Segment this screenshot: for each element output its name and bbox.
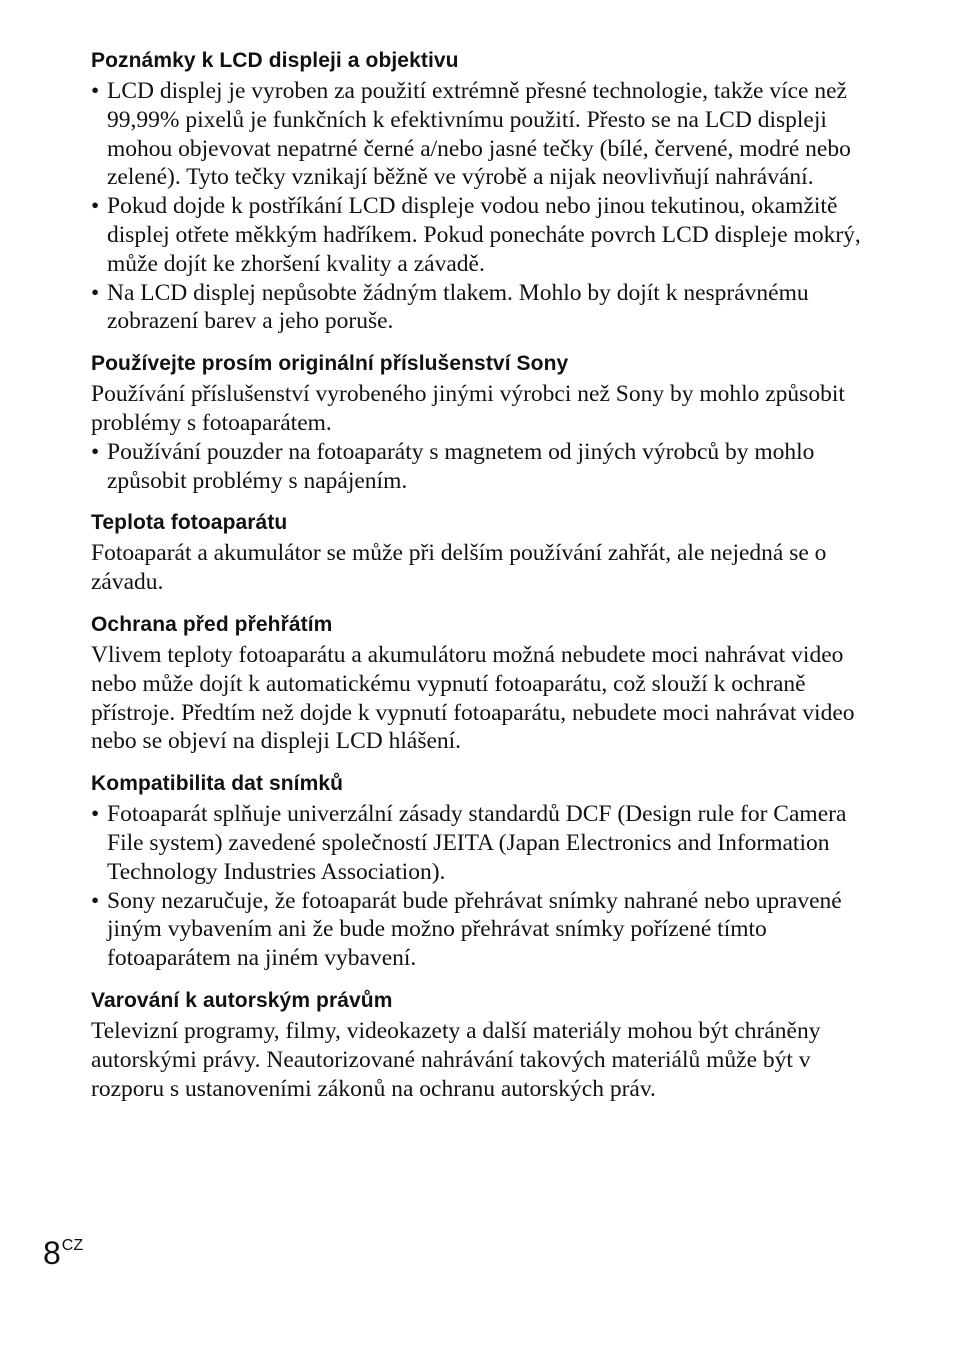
page-language-suffix: CZ: [61, 1237, 84, 1254]
bullet-item: • Fotoaparát splňuje univerzální zásady standardů DCF (Design rule for Camera File system) zavedené společností JEITA (Japan Electronics and Information Technology Industries Association).: [91, 801, 847, 885]
section-copyright-warning: [91, 987, 861, 1103]
bullet-item: • Na LCD displej nepůsobte žádným tlakem. Mohlo by dojít k nesprávnému zobrazení barev a jeho poruše.: [91, 279, 809, 335]
section-heading: Teplota fotoaparátu: [91, 511, 288, 535]
section-heading: Ochrana před přehřátím: [91, 612, 333, 636]
bullet-item: • Pokud dojde k postříkání LCD displeje vodou nebo jinou tekutinou, okamžitě displej otřete měkkým hadříkem. Pokud ponecháte povrch LCD displeje mokrý, může dojít ke zhoršení kvality a závadě.: [91, 193, 861, 277]
section-lcd-notes: [91, 47, 861, 336]
section-paragraph: Vlivem teploty fotoaparátu a akumulátoru možná nebudete moci nahrávat video nebo může dojít k automatickému vypnutí fotoaparátu, což slouží k ochraně přístroje. Předtím než dojde k vypnutí fotoaparátu, nebudete moci nahrávat video nebo se objeví na displeji LCD hlášení.: [91, 641, 855, 755]
section-heading: Kompatibilita dat snímků: [91, 772, 344, 796]
page-number: $8^{CZ}$: [43, 1235, 84, 1271]
section-paragraph: Televizní programy, filmy, videokazety a další materiály mohou být chráněny autorskými právy. Neautorizované nahrávání takových materiálů může být v rozporu s ustanoveními zákonů na ochranu autorských práv.: [91, 1017, 821, 1102]
section-overheat-protection: [91, 611, 861, 756]
bullet-item: • Používání pouzder na fotoaparáty s magnetem od jiných výrobců by mohlo způsobit problémy s napájením.: [91, 438, 815, 494]
section-heading: Používejte prosím originální příslušenství Sony: [91, 352, 569, 376]
section-heading: Poznámky k LCD displeji a objektivu: [91, 49, 459, 72]
section-paragraph: Fotoaparát a akumulátor se může při delším používání zahřát, ale nejedná se o závadu.: [91, 540, 827, 596]
section-image-compatibility: [91, 770, 861, 973]
bullet-item: • Sony nezaručuje, že fotoaparát bude přehrávat snímky nahrané nebo upravené jiným vybavením ani že bude možno přehrávat snímky pořízené tímto fotoaparátem na jiném vybavení.: [91, 887, 842, 972]
document-body: [91, 47, 861, 1117]
section-original-accessories: [91, 350, 861, 495]
section-heading: Varování k autorským právům: [91, 988, 393, 1012]
section-camera-temperature: [91, 509, 861, 597]
bullet-item: • LCD displej je vyroben za použití extrémně přesné technologie, takže více než 99,99% pixelů je funkčních k efektivnímu použití. Přesto se na LCD displeji mohou objevovat nepatrné černé a/nebo jasné tečky (bílé, červené, modré nebo zelené). Tyto tečky vznikají běžně ve výrobě a nijak neovlivňují nahrávání.: [91, 78, 851, 191]
section-paragraph: Používání příslušenství vyrobeného jinými výrobci než Sony by mohlo způsobit problémy s fotoaparátem.: [91, 381, 845, 436]
